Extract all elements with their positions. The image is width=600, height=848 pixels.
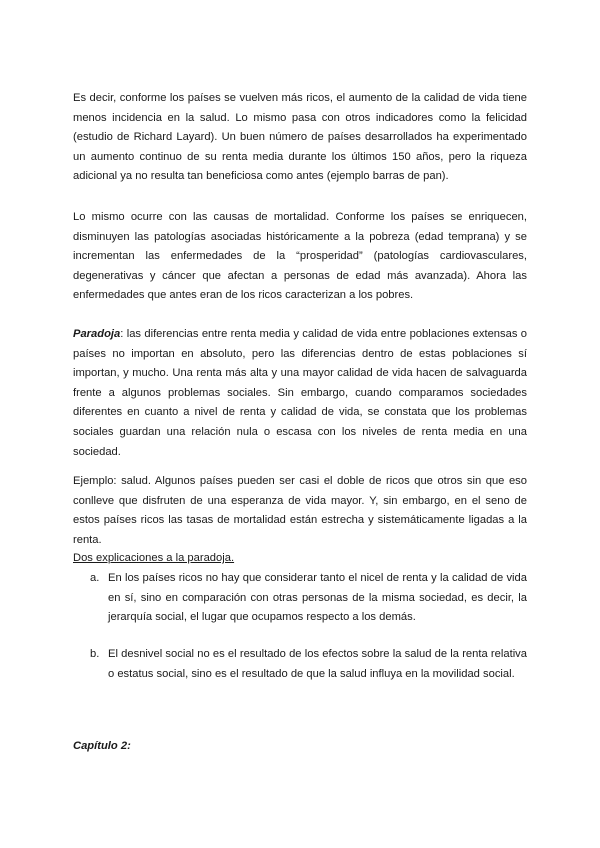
chapter-heading: Capítulo 2: [73, 740, 131, 752]
explanations-heading: Dos explicaciones a la paradoja. [73, 552, 235, 564]
paragraph-example: Ejemplo: salud. Algunos países pueden ser casi el doble de ricos que otros sin que eso conlleve que disfruten de una esperanza de vida mayor. Y, sin embargo, en el seno de estos países ricos las tasas de mortalidad están estrecha y sistemáticamente ligadas a la renta. [73, 475, 527, 546]
list-item [73, 569, 527, 628]
list-marker: b. [90, 648, 100, 660]
explanation-list-b [73, 645, 527, 684]
list-item-text: El desnivel social no es el resultado de los efectos sobre la salud de la renta relativa o estatus social, sino es el resultado de que la salud influya en la movilidad social. [108, 648, 527, 680]
list-item [73, 645, 527, 684]
explanation-list-a [73, 569, 527, 628]
paragraph-wealth-health: Es decir, conforme los países se vuelven más ricos, el aumento de la calidad de vida tiene menos incidencia en la salud. Lo mismo pasa con otros indicadores como la felicidad (estudio de Richard Layard). Un buen número de países desarrollados ha experimentado un aumento continuo de su renta media durante los últimos 150 años, pero la riqueza adicional ya no resulta tan beneficiosa como antes (ejemplo barras de pan). [73, 92, 527, 183]
paragraph-paradox [73, 325, 527, 462]
paradox-label: Paradoja [73, 328, 121, 340]
paradox-text: : las diferencias entre renta media y calidad de vida entre poblaciones extensas o países no importan en absoluto, pero las diferencias dentro de estas poblaciones sí importan, y mucho. Una renta más alta y una mayor calidad de vida hacen de salvaguarda frente a algunos problemas sociales. Sin embargo, cuando comparamos sociedades diferentes en cuanto a nivel de renta y calidad de vida, se constata que los problemas sociales guardan una relación nula o escasa con los niveles de renta media en una sociedad. [73, 328, 527, 458]
list-item-text: En los países ricos no hay que considerar tanto el nicel de renta y la calidad de vida en sí, sino en comparación con otras personas de la misma sociedad, es decir, la jerarquía social, el lugar que ocupamos respecto a los demás. [108, 572, 527, 624]
list-marker: a. [90, 572, 100, 584]
paragraph-mortality: Lo mismo ocurre con las causas de mortalidad. Conforme los países se enriquecen, disminuyen las patologías asociadas históricamente a la pobreza (edad temprana) y se incrementan las enfermedades de la “prosperidad” (patologías cardiovasculares, degenerativas y cáncer que afectan a personas de edad más avanzada). Ahora las enfermedades que antes eran de los ricos caracterizan a los pobres. [73, 211, 527, 302]
